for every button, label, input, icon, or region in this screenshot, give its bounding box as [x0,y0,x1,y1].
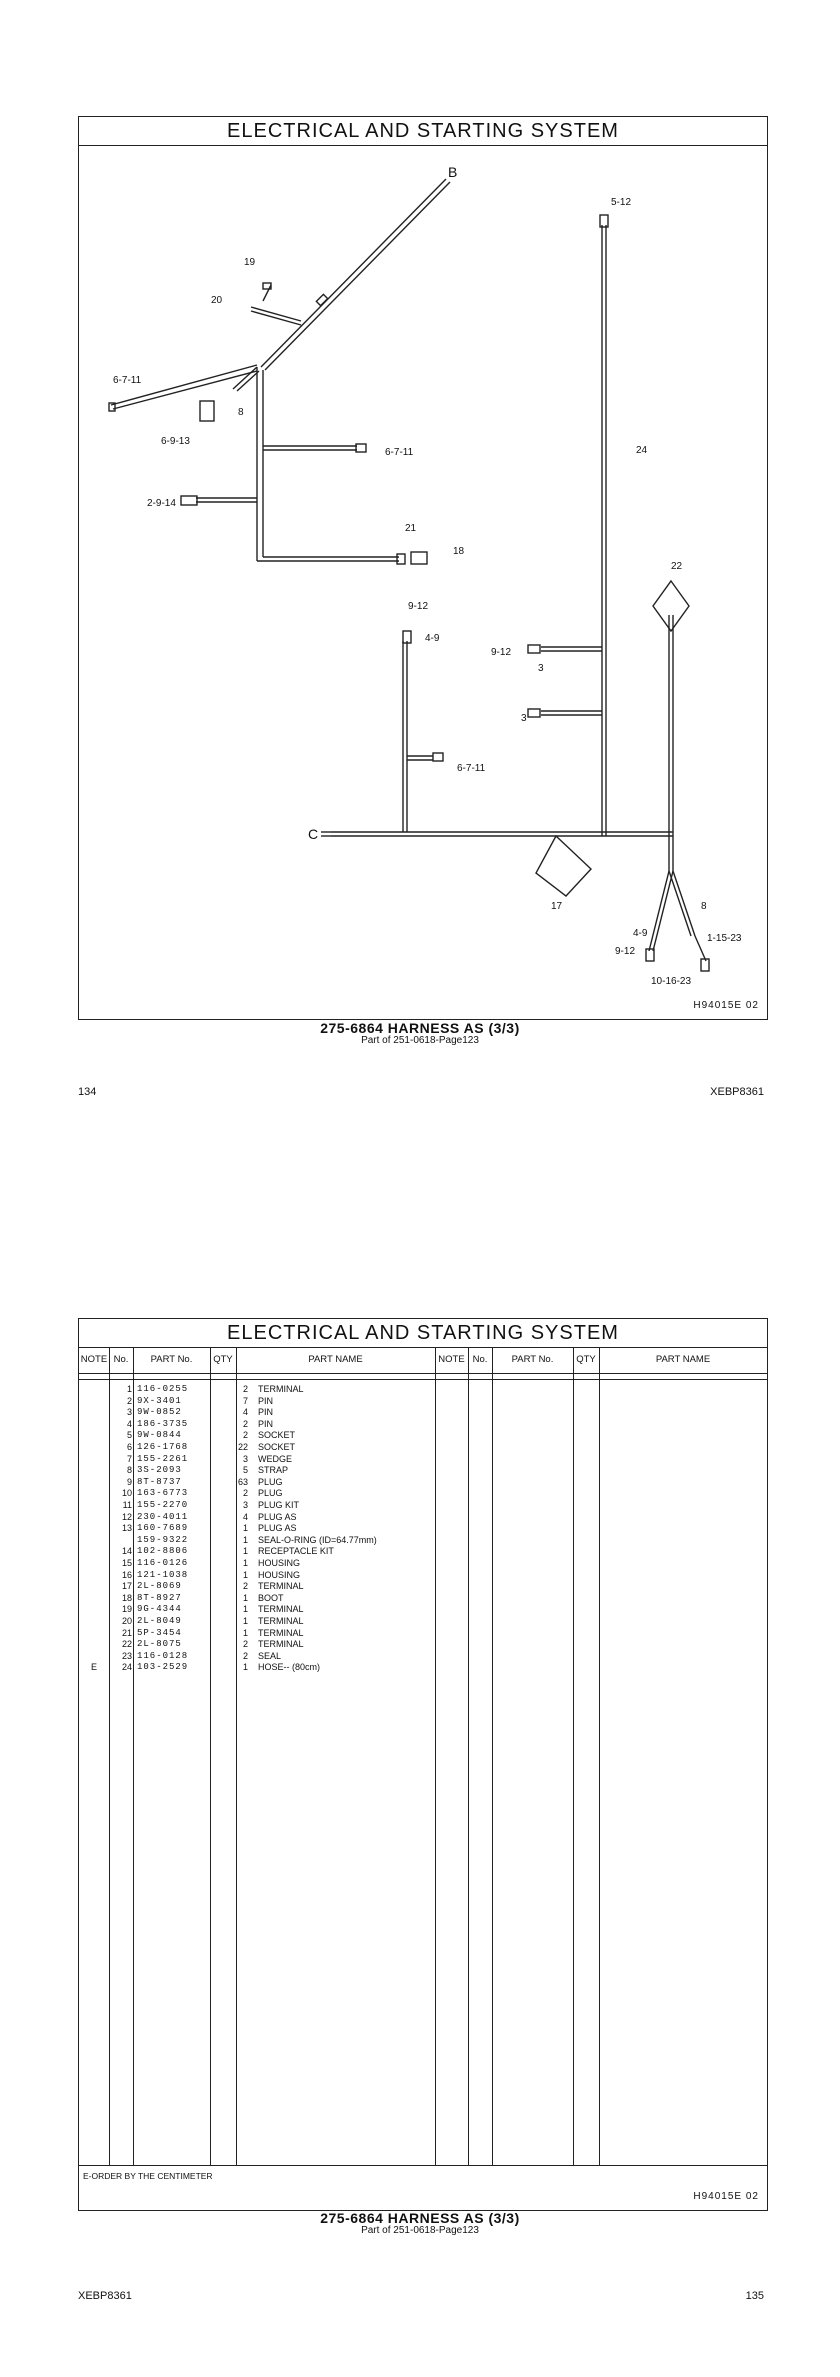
row-part-name: PLUG AS [258,1511,297,1522]
figure-id: H94015E 02 [693,2191,759,2202]
row-number: 8 [126,1465,132,1476]
caption-title: 275-6864 HARNESS AS (3/3) [320,2210,520,2226]
row-number: 9 [126,1476,132,1487]
row-quantity: 5 [242,1465,248,1476]
caption-title: 275-6864 HARNESS AS (3/3) [320,1020,520,1036]
row-part-number: 155-2261 [137,1453,189,1464]
row-part-number: 9W-0844 [137,1430,182,1441]
footnote: E-ORDER BY THE CENTIMETER [83,2171,213,2181]
row-quantity: 1 [242,1546,248,1557]
label-10-16-23: 10-16-23 [651,976,692,987]
doc-code: XEBP8361 [78,2290,132,2302]
row-number: 16 [121,1569,132,1580]
diagram-frame [78,116,768,1020]
row-number: 6 [126,1442,132,1452]
row-number: 11 [122,1500,132,1510]
row-part-number: 160-7689 [137,1523,189,1534]
row-number: 5 [126,1430,132,1441]
section-title: ELECTRICAL AND STARTING SYSTEM [79,1319,767,1348]
caption-page1 [0,1020,840,1046]
row-number: 10 [121,1488,132,1499]
row-part-number: 121-1038 [137,1569,189,1580]
row-quantity: 1 [242,1604,248,1615]
label-6-7-11-c: 6-7-11 [457,763,486,774]
row-part-name: WEDGE [258,1453,293,1464]
label-20: 20 [211,295,223,306]
doc-code: XEBP8361 [710,1086,764,1098]
row-part-number: 126-1768 [137,1442,189,1452]
row-quantity: 3 [242,1500,248,1510]
row-part-number: 159-9322 [137,1534,189,1545]
row-number: 7 [126,1453,132,1464]
label-3-b: 3 [521,713,527,724]
header-part-no-2: PART No. [511,1354,554,1365]
row-number: 24 [121,1662,132,1673]
label-6-7-11-a: 6-7-11 [113,375,142,386]
row-part-name: PIN [258,1407,274,1418]
row-quantity: 2 [242,1581,248,1592]
row-quantity: 1 [242,1558,248,1568]
section-title: ELECTRICAL AND STARTING SYSTEM [79,117,767,146]
row-number: 4 [126,1418,132,1429]
row-quantity: 2 [242,1650,248,1661]
row-part-name: SEAL [258,1650,282,1661]
row-part-name: TERMINAL [258,1604,304,1615]
row-part-name: HOSE-- (80cm) [258,1662,321,1673]
row-number: 1 [126,1384,132,1394]
row-quantity: 1 [242,1627,248,1638]
row-part-number: 3S-2093 [137,1465,182,1476]
row-number: 12 [121,1511,132,1522]
label-3-a: 3 [538,663,544,674]
row-quantity: 63 [237,1476,248,1487]
label-5-12: 5-12 [611,197,632,208]
row-part-name: PIN [258,1418,274,1429]
row-part-number: 102-8806 [137,1546,189,1557]
row-quantity: 1 [242,1523,248,1534]
row-quantity: 3 [242,1453,248,1464]
row-part-name: RECEPTACLE KIT [258,1546,334,1557]
row-quantity: 2 [242,1639,248,1650]
row-part-number: 9X-3401 [137,1395,182,1406]
caption-subtitle: Part of 251-0618-Page123 [361,2225,479,2236]
row-quantity: 1 [242,1592,248,1603]
row-number: 22 [121,1639,132,1650]
harness-diagram [79,145,766,1017]
row-part-number: 186-3735 [137,1418,189,1429]
row-part-name: TERMINAL [258,1639,304,1650]
label-21: 21 [405,523,417,534]
row-number: 21 [121,1627,132,1638]
header-no: No. [113,1354,129,1365]
row-part-number: 116-0128 [137,1650,189,1661]
label-6-7-11-b: 6-7-11 [385,447,414,458]
row-quantity: 4 [242,1511,248,1522]
row-part-name: PLUG AS [258,1523,297,1534]
row-number: 2 [126,1395,132,1406]
row-part-number: 230-4011 [137,1511,189,1522]
label-b: B [448,164,458,180]
caption-page2 [0,2210,840,2236]
row-number: 15 [121,1558,132,1568]
row-part-number: 2L-8075 [137,1639,182,1650]
row-part-number: 9G-4344 [137,1604,182,1615]
row-part-name: SEAL-O-RING (ID=64.77mm) [258,1534,377,1545]
row-part-number: 8T-8927 [137,1592,182,1603]
figure-id: H94015E 02 [693,1000,759,1011]
row-quantity: 1 [242,1569,248,1580]
page-number: 135 [745,2290,764,2302]
label-1-15-23: 1-15-23 [707,933,742,944]
caption-subtitle: Part of 251-0618-Page123 [361,1035,479,1046]
header-note: NOTE [80,1354,108,1365]
row-part-name: STRAP [258,1465,289,1476]
row-number: 19 [121,1604,132,1615]
label-19: 19 [244,257,256,268]
row-part-number: 116-0255 [137,1384,189,1394]
row-quantity: 7 [242,1395,248,1406]
row-part-name: PIN [258,1395,274,1406]
row-part-name: TERMINAL [258,1384,304,1394]
label-9-12-b: 9-12 [491,647,512,658]
label-4-9-a: 4-9 [425,633,440,644]
label-22: 22 [671,561,683,572]
parts-list-frame [78,1318,768,2211]
row-note: E [90,1662,97,1673]
label-24: 24 [636,445,648,456]
row-quantity: 2 [242,1430,248,1441]
row-part-name: HOUSING [258,1558,301,1568]
label-18: 18 [453,546,465,557]
header-qty-2: QTY [576,1354,596,1365]
row-quantity: 4 [242,1407,248,1418]
header-part-name-2: PART NAME [655,1354,711,1365]
header-note-2: NOTE [438,1354,465,1365]
row-quantity: 2 [242,1418,248,1429]
row-number: 13 [121,1523,132,1534]
row-quantity: 22 [237,1442,248,1452]
row-part-name: BOOT [258,1592,284,1603]
row-number: 14 [121,1546,132,1557]
row-quantity: 2 [242,1384,248,1394]
header-part-name: PART NAME [308,1354,363,1365]
row-part-name: HOUSING [258,1569,301,1580]
label-c: C [308,826,319,842]
header-no-2: No. [472,1354,488,1365]
row-part-number: 8T-8737 [137,1476,182,1487]
header-qty: QTY [213,1354,233,1365]
row-part-number: 163-6773 [137,1488,189,1499]
row-part-number: 116-0126 [137,1558,189,1568]
label-9-12-c: 9-12 [615,946,636,957]
row-part-number: 2L-8049 [137,1616,182,1626]
row-part-name: SOCKET [258,1430,296,1441]
row-quantity: 1 [242,1662,248,1673]
row-number: 20 [121,1616,132,1626]
label-6-9-13: 6-9-13 [161,436,190,447]
page-number: 134 [78,1086,97,1098]
label-8-b: 8 [701,901,707,912]
label-2-9-14: 2-9-14 [147,498,176,509]
row-part-number: 155-2270 [137,1500,189,1510]
row-quantity: 1 [242,1616,248,1626]
label-8-a: 8 [238,407,244,418]
row-part-number: 103-2529 [137,1662,189,1673]
label-4-9-b: 4-9 [633,928,648,939]
row-part-name: TERMINAL [258,1627,304,1638]
row-quantity: 1 [242,1534,248,1545]
row-part-name: SOCKET [258,1442,296,1452]
row-part-name: TERMINAL [258,1616,304,1626]
row-part-number: 9W-0852 [137,1407,182,1418]
row-part-number: 2L-8069 [137,1581,182,1592]
row-number: 3 [126,1407,132,1418]
row-number: 17 [121,1581,132,1592]
row-part-name: PLUG [258,1476,283,1487]
row-part-name: TERMINAL [258,1581,304,1592]
row-part-name: PLUG [258,1488,283,1499]
row-number: 18 [121,1592,132,1603]
header-part-no: PART No. [150,1354,193,1365]
row-part-number: 5P-3454 [137,1627,182,1638]
row-quantity: 2 [242,1488,248,1499]
label-9-12-a: 9-12 [408,601,429,612]
row-number: 23 [121,1650,132,1661]
row-part-name: PLUG KIT [258,1500,300,1510]
label-17: 17 [551,901,563,912]
